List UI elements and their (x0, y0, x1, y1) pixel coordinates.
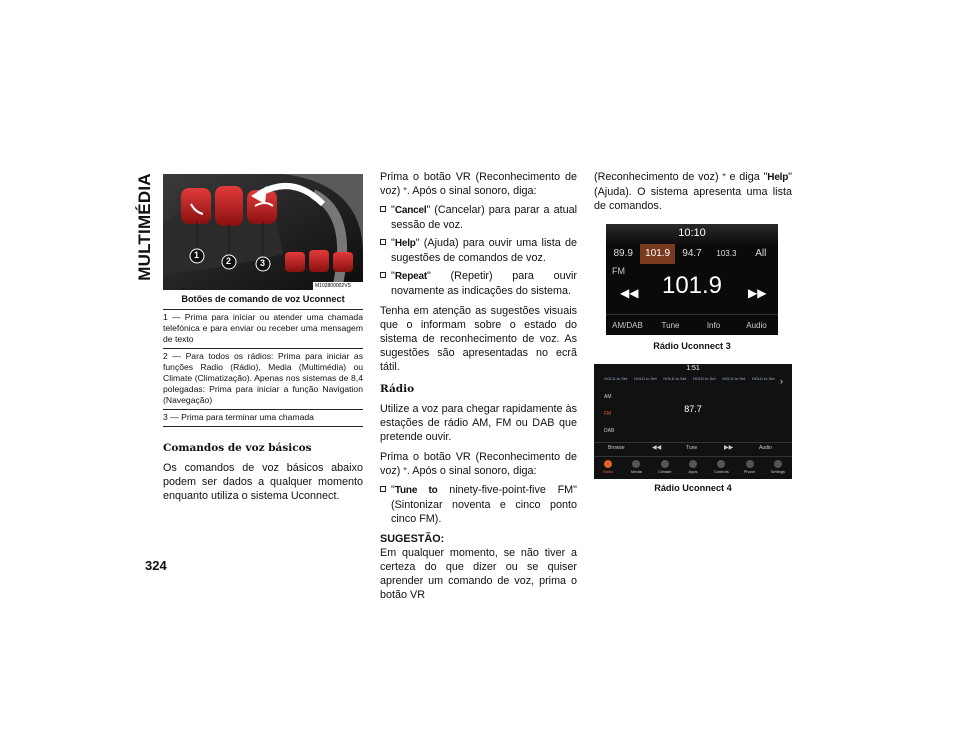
band-am[interactable]: AM (604, 394, 612, 400)
nav-controls[interactable]: Controls (707, 457, 735, 479)
phone-icon (746, 460, 754, 468)
preset-3[interactable]: 94.7 (682, 248, 702, 259)
callout-2: 2 (226, 256, 232, 266)
preset-2[interactable]: 101.9 (640, 244, 674, 264)
nav-media[interactable]: Media (622, 457, 650, 479)
vr-icon: 𝄌 (403, 186, 407, 197)
radio-paragraph: Utilize a voz para chegar rapidamente às estações de rádio AM, FM ou DAB que pretende ouvir. (380, 403, 577, 443)
info-button[interactable]: Info (706, 321, 721, 330)
vr-button-shape (215, 186, 243, 226)
seek-forward-icon[interactable]: ▶▶ (724, 445, 734, 451)
preset-1[interactable]: HOLD to Set (604, 376, 628, 381)
bullet-tune: "Tune to ninety-five-point-five FM" (Sintonizar noventa e cinco ponto cinco FM). (380, 483, 577, 526)
help-paragraph: (Reconhecimento de voz) 𝄌 e diga "Help" (Ajuda). O sistema apresenta uma lista de comandos. (594, 171, 793, 212)
tip-text: Em qualquer momento, se não tiver a certeza do que dizer ou se quiser aprender um comando de voz, prima o botão VR (380, 547, 577, 601)
preset-2[interactable]: HOLD to Set (633, 376, 657, 381)
nav-radio[interactable]: Radio (594, 457, 622, 479)
figure-caption: Botões de comando de voz Uconnect (181, 294, 345, 304)
section-paragraph: Os comandos de voz básicos abaixo podem ser dados a qualquer momento enquanto utiliza o sistema Uconnect. (163, 462, 363, 502)
steering-wheel-illustration (163, 174, 363, 290)
preset-3[interactable]: HOLD to Set (663, 376, 687, 381)
radio-uconnect-4-screen (594, 364, 792, 479)
tune-button[interactable]: Tune (686, 445, 698, 451)
nav-climate[interactable]: Climate (651, 457, 679, 479)
seek-back-icon[interactable]: ◀◀ (620, 286, 639, 300)
vr-icon: 𝄌 (403, 466, 407, 477)
preset-all[interactable]: All (755, 248, 767, 259)
audio-button[interactable]: Audio (746, 321, 767, 330)
page-number: 324 (145, 558, 167, 573)
preset-1[interactable]: 89.9 (613, 248, 633, 259)
callout-1: 1 (194, 250, 200, 260)
frequency-display: 87.7 (684, 404, 702, 414)
chevron-right-icon[interactable]: › (780, 376, 783, 386)
bottom-bar (606, 314, 778, 335)
clock: 10:10 (678, 227, 706, 239)
preset-5[interactable]: HOLD to Set (722, 376, 746, 381)
vr-icon: 𝄌 (722, 172, 726, 183)
nav-apps[interactable]: Apps (679, 457, 707, 479)
column-1 (163, 174, 363, 503)
am-dab-button[interactable]: AM/DAB (612, 321, 643, 330)
bullet-cancel: "Cancel" (Cancelar) para parar a atual sessão de voz. (380, 203, 577, 232)
nav-settings[interactable]: Settings (764, 457, 792, 479)
radio-heading: Rádio (380, 383, 415, 395)
media-icon (632, 460, 640, 468)
seek-back-icon[interactable]: ◀◀ (652, 445, 662, 451)
vr-intro: Prima o botão VR (Reconhecimento de voz) 𝄌. Após o sinal sonoro, diga: (380, 171, 577, 197)
radio3-caption: Rádio Uconnect 3 (653, 341, 731, 351)
bottom-nav (594, 456, 792, 479)
legend-item-1: 1 — Prima para iniciar ou atender uma chamada telefónica e para enviar ou receber uma mensagem de texto (163, 309, 363, 348)
tip-label: SUGESTÃO: (380, 533, 445, 545)
preset-bar (606, 244, 778, 264)
bullet-repeat: "Repeat" (Repetir) para ouvir novamente as indicações do sistema. (380, 269, 577, 298)
tips-paragraph: Tenha em atenção as sugestões visuais que o informam sobre o estado do sistema de reconhecimento de voz. As sugestões são apresentadas no ecrã tátil. (380, 305, 577, 373)
frequency-display: 101.9 (661, 272, 723, 299)
apps-icon (689, 460, 697, 468)
controls-icon (717, 460, 725, 468)
nav-phone[interactable]: Phone (735, 457, 763, 479)
chapter-sidebar (132, 172, 158, 282)
section-heading: Comandos de voz básicos (163, 442, 312, 454)
band-fm[interactable]: FM (604, 411, 612, 417)
phone-button-shape (181, 188, 211, 224)
preset-4[interactable]: 103.3 (716, 249, 737, 258)
band-label: FM (612, 266, 625, 276)
radio-icon (604, 460, 612, 468)
seek-forward-icon[interactable]: ▶▶ (748, 286, 767, 300)
control-bar (594, 442, 792, 455)
band-dab[interactable]: DAB (604, 428, 615, 434)
steering-wheel-figure (163, 174, 363, 290)
preset-bar (602, 375, 777, 391)
vr-intro-2: Prima o botão VR (Reconhecimento de voz) 𝄌. Após o sinal sonoro, diga: (380, 451, 577, 477)
tune-button[interactable]: Tune (661, 321, 680, 330)
preset-6[interactable]: HOLD to Set (751, 376, 775, 381)
chapter-label: MULTIMÉDIA (135, 173, 154, 281)
audio-button[interactable]: Audio (759, 445, 772, 451)
radio-uconnect-3-screen (606, 224, 778, 335)
column-3 (594, 170, 792, 213)
bullet-help: "Help" (Ajuda) para ouvir uma lista de sugestões de comandos de voz. (380, 236, 577, 265)
gear-icon (774, 460, 782, 468)
preset-4[interactable]: HOLD to Set (692, 376, 716, 381)
clock: 1:51 (686, 365, 700, 372)
climate-icon (661, 460, 669, 468)
column-2 (380, 170, 577, 602)
callout-3: 3 (260, 258, 266, 268)
browse-button[interactable]: Browse (608, 445, 625, 451)
figure-legend (163, 309, 363, 427)
legend-item-3: 3 — Prima para terminar uma chamada (163, 409, 363, 427)
radio4-caption: Rádio Uconnect 4 (654, 483, 732, 493)
legend-item-2: 2 — Para todos os rádios: Prima para iniciar as funções Radio (Rádio), Media (Multimédia) ou Climate (Climatização). Apenas nos sistemas de 8,4 polegadas: Prima para iniciar a função Navigation (Navegação) (163, 348, 363, 409)
image-code: M102800002VS (315, 283, 351, 289)
